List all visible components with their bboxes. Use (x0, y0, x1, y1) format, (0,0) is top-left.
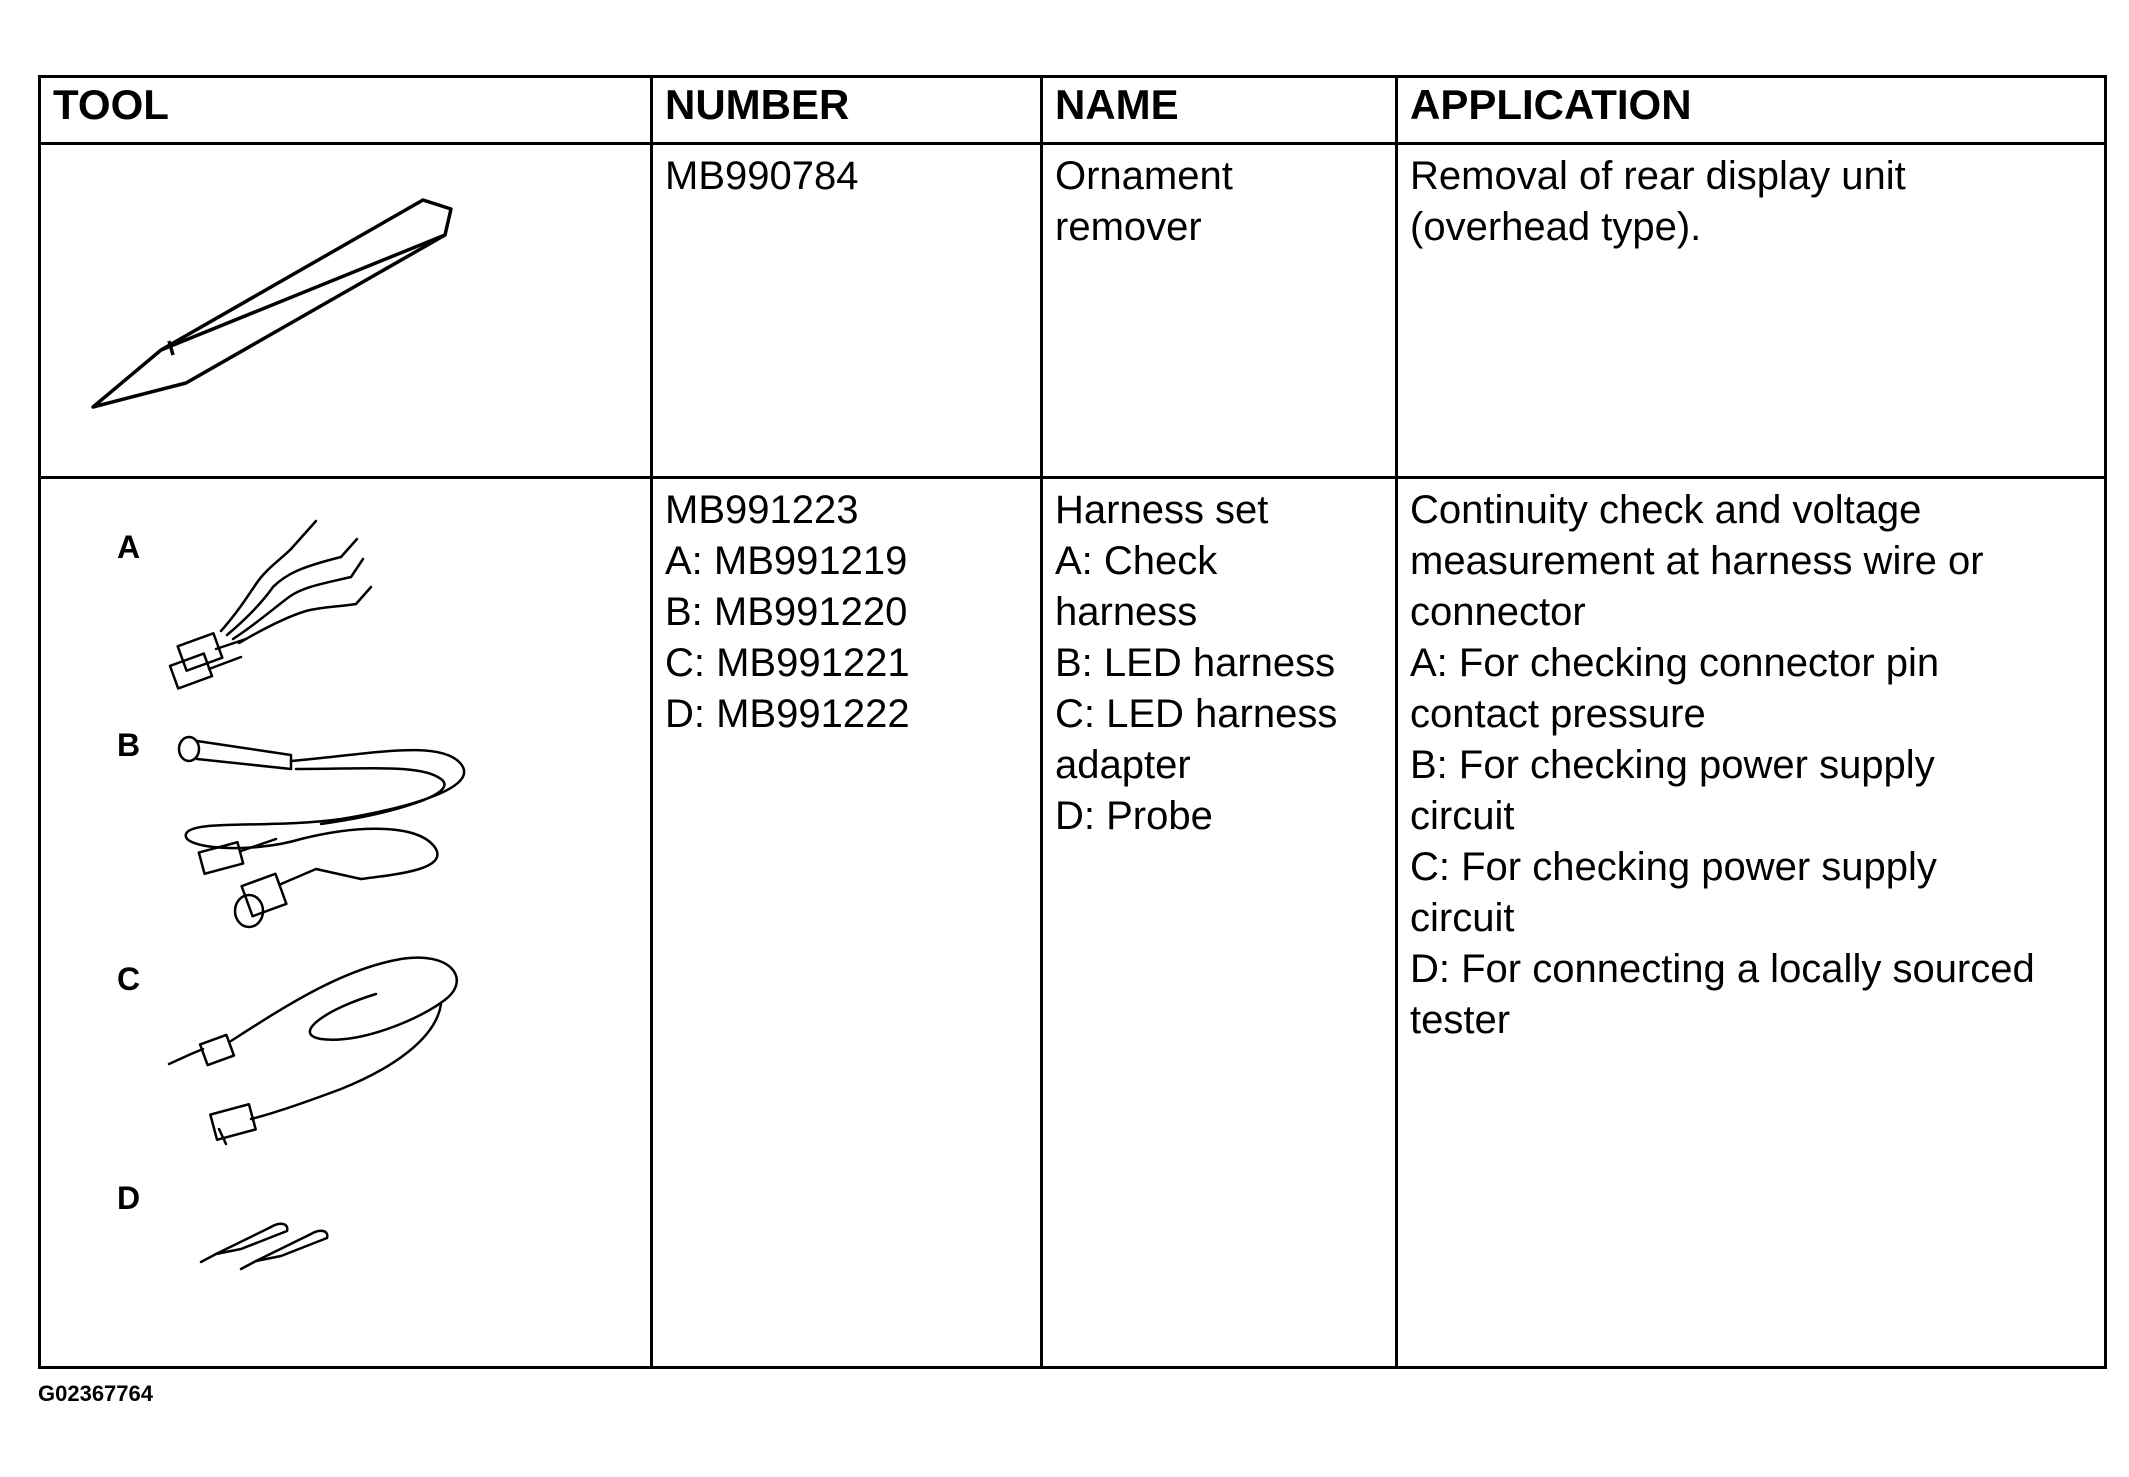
name-line: harness (1055, 590, 1198, 634)
name-line: C: LED harness (1055, 692, 1338, 736)
table-header-row (40, 77, 2106, 144)
application-line: tester (1410, 998, 1511, 1042)
part-number: C: MB991221 (665, 641, 910, 685)
application-line: measurement at harness wire or (1410, 539, 1984, 583)
name-line: A: Check (1055, 539, 1218, 583)
name-line: adapter (1055, 743, 1191, 787)
application-line: B: For checking power supply (1410, 743, 1935, 787)
application-line: Removal of rear display unit (1410, 154, 1906, 198)
application-line: circuit (1410, 896, 1515, 940)
tool-label-a: A (117, 529, 141, 565)
name-line: B: LED harness (1055, 641, 1336, 685)
tool-label-d: D (117, 1180, 141, 1216)
tool-label-b: B (117, 727, 141, 763)
probe-illustration (201, 1224, 327, 1269)
header-name: NAME (1042, 77, 1397, 144)
application-line: contact pressure (1410, 692, 1706, 736)
part-number: B: MB991220 (665, 590, 908, 634)
application-line: A: For checking connector pin (1410, 641, 1940, 685)
part-number: A: MB991219 (665, 539, 908, 583)
ornament-remover-illustration (41, 145, 647, 476)
check-harness-illustration (170, 521, 371, 688)
application-line: D: For connecting a locally sourced (1410, 947, 2035, 991)
led-harness-adapter-illustration (169, 958, 457, 1144)
name-cell (1042, 478, 1397, 1368)
name-line: Harness set (1055, 488, 1269, 532)
application-line: connector (1410, 590, 1586, 634)
application-line: (overhead type). (1410, 205, 1702, 249)
part-number: MB991223 (665, 488, 859, 532)
tool-cell (40, 478, 652, 1368)
name-line: D: Probe (1055, 794, 1213, 838)
table-row (40, 144, 2106, 478)
harness-set-illustration (41, 479, 647, 1366)
number-cell (652, 478, 1042, 1368)
tool-label-c: C (117, 961, 141, 997)
led-harness-illustration (179, 737, 464, 927)
header-number: NUMBER (652, 77, 1042, 144)
part-number: MB990784 (665, 154, 859, 198)
name-cell (1042, 144, 1397, 478)
name-line: remover (1055, 205, 1202, 249)
application-line: Continuity check and voltage (1410, 488, 1922, 532)
special-tools-table (38, 75, 2107, 1369)
figure-id: G02367764 (38, 1381, 153, 1406)
header-application: APPLICATION (1397, 77, 2106, 144)
part-number: D: MB991222 (665, 692, 910, 736)
application-cell (1397, 478, 2106, 1368)
header-tool: TOOL (40, 77, 652, 144)
table-row (40, 478, 2106, 1368)
name-line: Ornament (1055, 154, 1233, 198)
number-cell (652, 144, 1042, 478)
tool-cell (40, 144, 652, 478)
application-cell (1397, 144, 2106, 478)
application-line: C: For checking power supply (1410, 845, 1937, 889)
application-line: circuit (1410, 794, 1515, 838)
